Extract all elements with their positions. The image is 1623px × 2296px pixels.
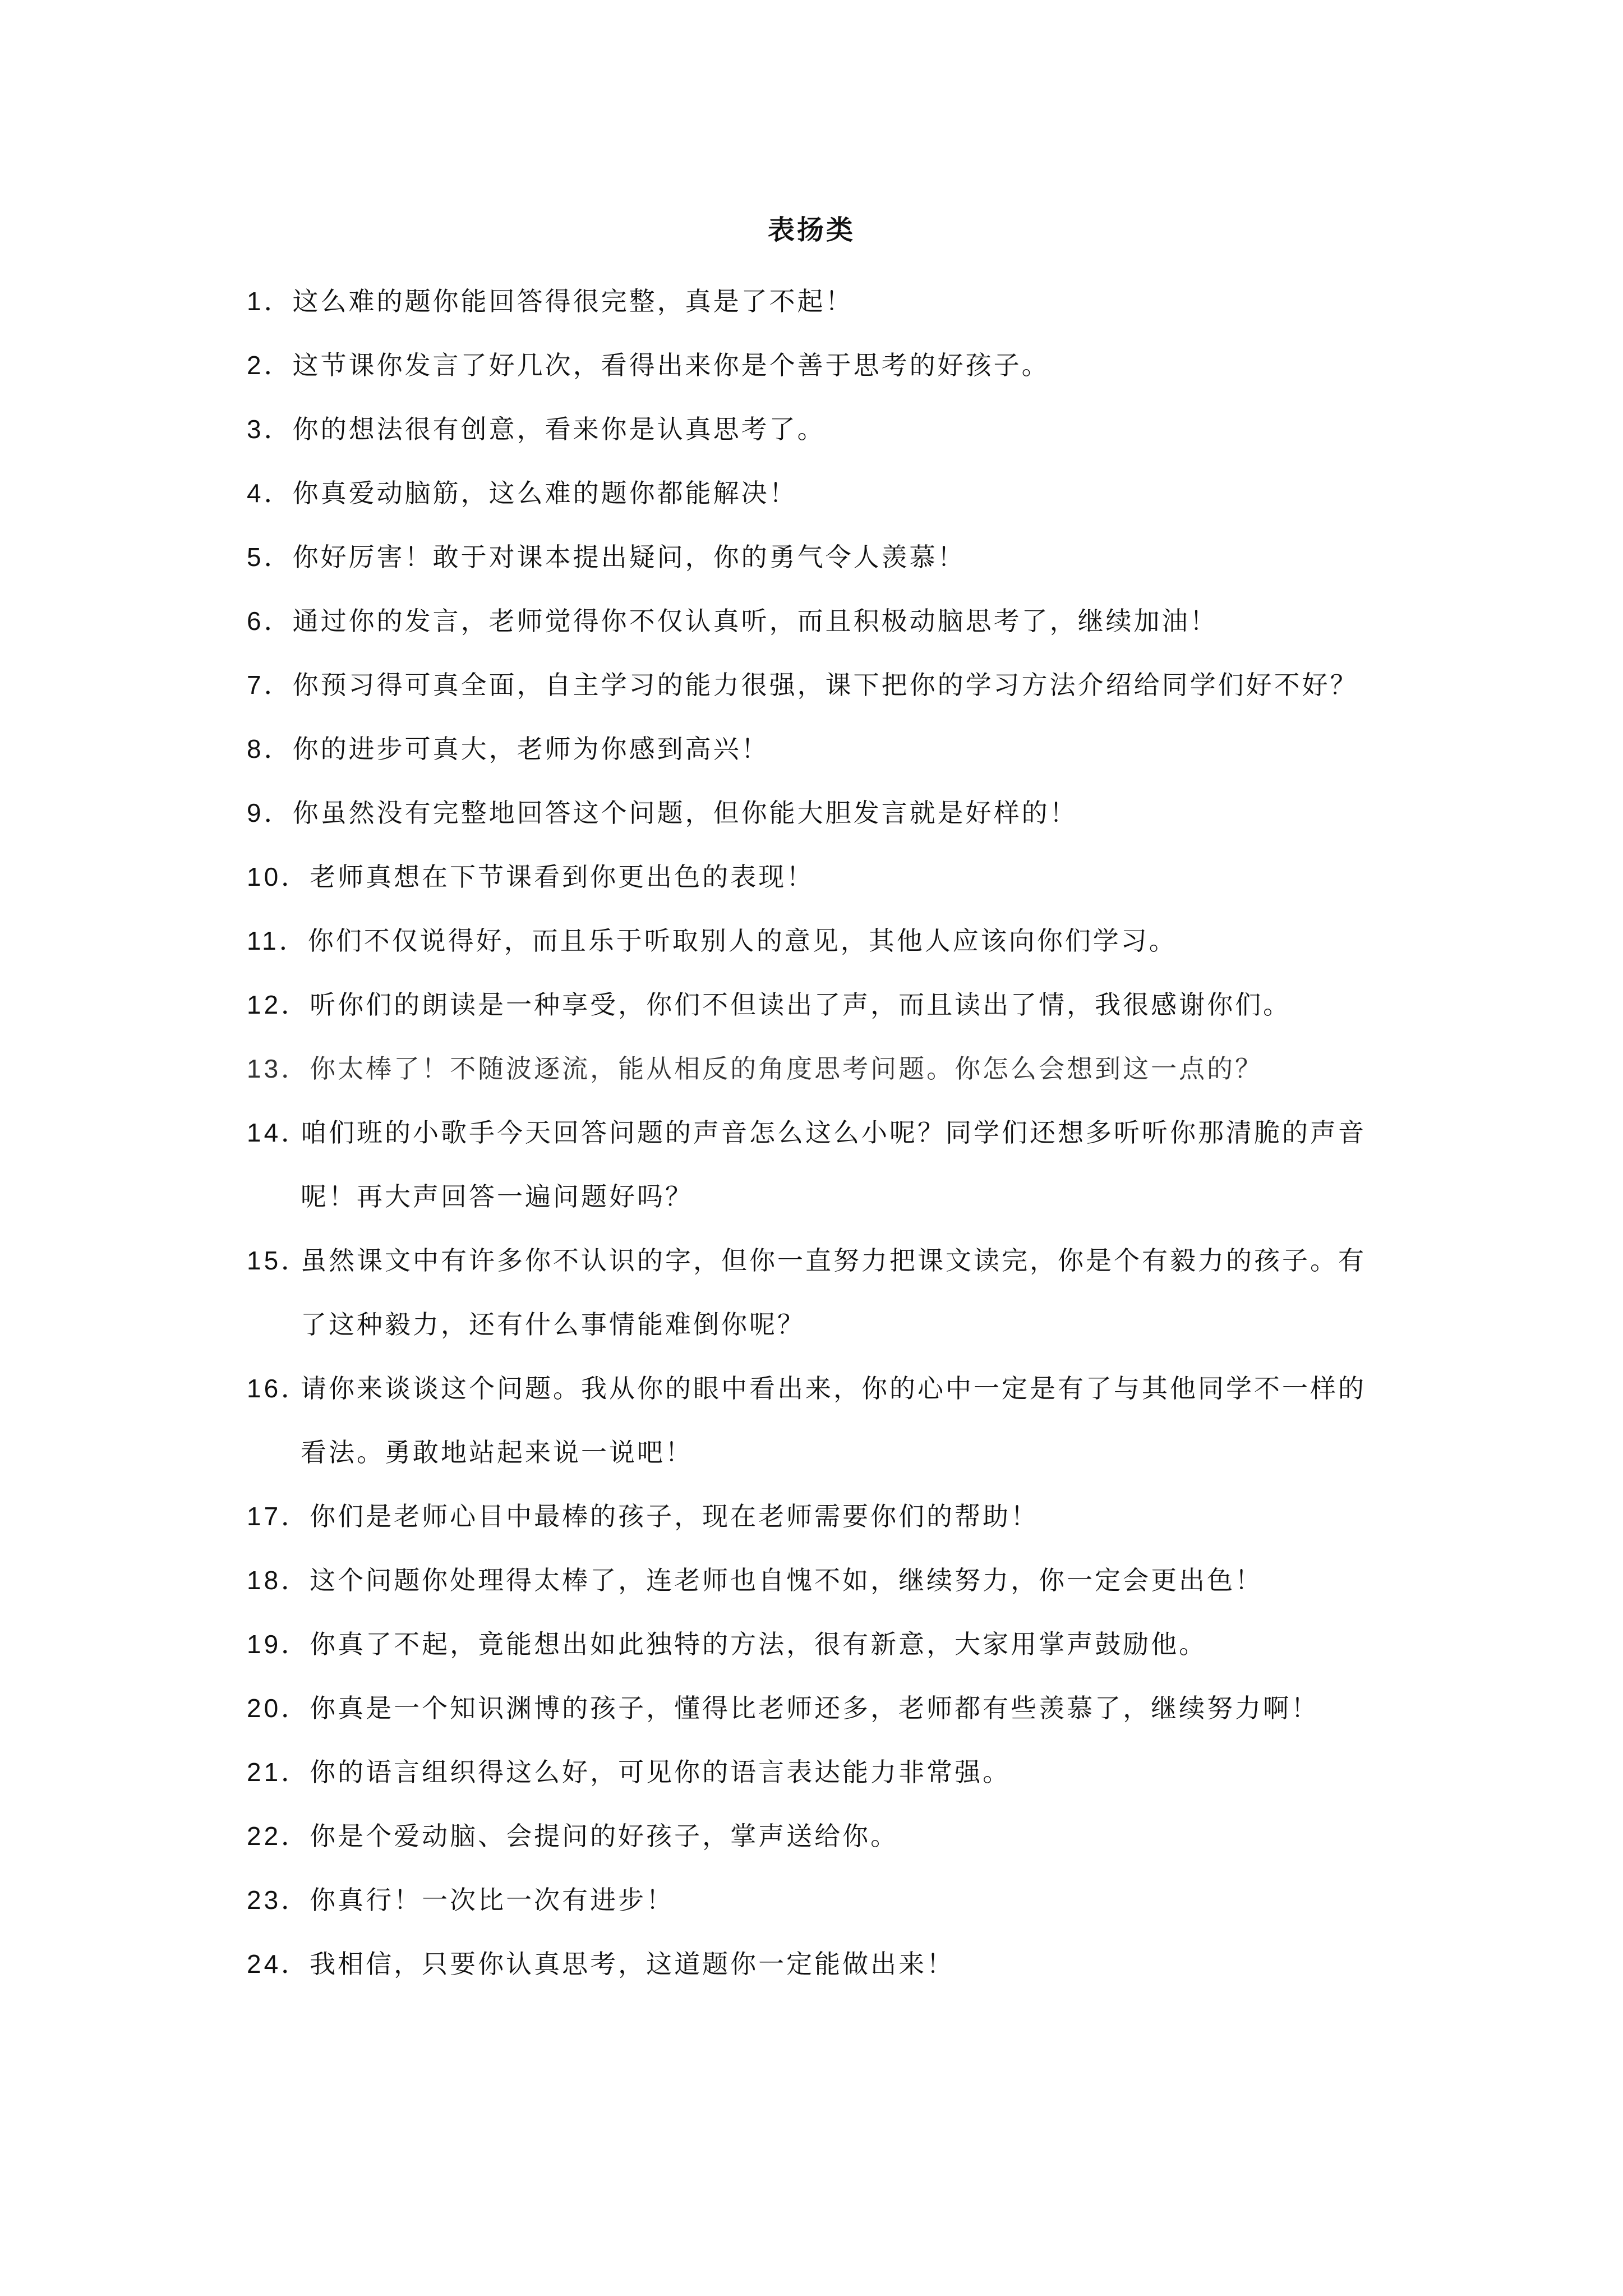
item-text: 你真爱动脑筋，这么难的题你都能解决！: [292, 478, 797, 508]
item-text: 这么难的题你能回答得很完整，真是了不起！: [292, 286, 854, 316]
item-number: 18．: [247, 1566, 310, 1595]
list-item: [247, 525, 1391, 589]
item-text: 咱们班的小歌手今天回答问题的声音怎么这么小呢？同学们还想多听听你那清脆的声音呢！再大声回答一遍问题好吗？: [301, 1117, 1366, 1212]
list-item: [247, 781, 1391, 845]
list-item: [247, 845, 1391, 909]
item-text: 请你来谈谈这个问题。我从你的眼中看出来，你的心中一定是有了与其他同学不一样的看法。勇敢地站起来说一说吧！: [301, 1373, 1366, 1467]
list-item: [247, 1037, 1391, 1101]
item-text: 老师真想在下节课看到你更出色的表现！: [310, 862, 815, 892]
item-number: 21．: [247, 1757, 310, 1787]
item-text: 你好厉害！敢于对课本提出疑问，你的勇气令人羡慕！: [292, 542, 966, 572]
list-item: [247, 1356, 1391, 1484]
item-number: 3．: [247, 415, 293, 444]
item-number: 16．: [247, 1374, 310, 1403]
item-text: 你太棒了！不随波逐流，能从相反的角度思考问题。你怎么会想到这一点的？: [310, 1053, 1264, 1084]
item-number: 5．: [247, 542, 293, 572]
list-item: [247, 1548, 1391, 1612]
item-number: 22．: [247, 1821, 310, 1851]
item-text: 你的语言组织得这么好，可见你的语言表达能力非常强。: [310, 1757, 1011, 1787]
list-item: [247, 717, 1391, 781]
item-text: 你们不仅说得好，而且乐于听取别人的意见，其他人应该向你们学习。: [307, 926, 1177, 956]
item-text: 你真行！一次比一次有进步！: [310, 1885, 675, 1915]
page-title: 表扬类: [767, 214, 855, 246]
item-number: 6．: [247, 606, 293, 636]
list-item: [247, 1740, 1391, 1804]
item-number: 8．: [247, 734, 293, 763]
list-item: [247, 397, 1391, 461]
item-number: 14．: [247, 1118, 310, 1147]
list-item: [247, 1484, 1391, 1548]
item-text: 听你们的朗读是一种享受，你们不但读出了声，而且读出了情，我很感谢你们。: [310, 990, 1292, 1020]
item-number: 2．: [247, 351, 293, 380]
list-item: [247, 909, 1391, 973]
item-text: 你们是老师心目中最棒的孩子，现在老师需要你们的帮助！: [310, 1501, 1039, 1531]
item-text: 你的想法很有创意，看来你是认真思考了。: [292, 414, 826, 444]
list-item: [247, 653, 1391, 717]
item-text: 这个问题你处理得太棒了，连老师也自愧不如，继续努力，你一定会更出色！: [310, 1565, 1264, 1595]
item-number: 17．: [247, 1502, 310, 1531]
item-text: 你是个爱动脑、会提问的好孩子，掌声送给你。: [310, 1821, 899, 1851]
list-item: [247, 1228, 1391, 1356]
item-number: 4．: [247, 478, 293, 508]
item-text: 你预习得可真全面，自主学习的能力很强，课下把你的学习方法介绍给同学们好不好？: [292, 670, 1358, 700]
item-number: 15．: [247, 1246, 310, 1275]
list-item: [247, 589, 1391, 653]
item-text: 这节课你发言了好几次，看得出来你是个善于思考的好孩子。: [292, 350, 1050, 380]
item-text: 你真是一个知识渊博的孩子，懂得比老师还多，老师都有些羡慕了，继续努力啊！: [310, 1693, 1320, 1723]
list-item: [247, 269, 1391, 333]
list-item: [247, 1612, 1391, 1676]
list-item: [247, 1868, 1391, 1932]
item-text: 虽然课文中有许多你不认识的字，但你一直努力把课文读完，你是个有毅力的孩子。有了这种毅力，还有什么事情能难倒你呢？: [301, 1245, 1366, 1340]
list-item: [247, 333, 1391, 397]
item-number: 10．: [247, 862, 310, 891]
list-item: [247, 1101, 1391, 1228]
list-item: [247, 973, 1391, 1037]
item-number: 13．: [247, 1054, 310, 1083]
item-number: 20．: [247, 1694, 310, 1723]
item-number: 12．: [247, 990, 310, 1019]
item-number: 9．: [247, 798, 293, 827]
item-text: 你的进步可真大，老师为你感到高兴！: [292, 734, 769, 764]
item-text: 你真了不起，竟能想出如此独特的方法，很有新意，大家用掌声鼓励他。: [310, 1629, 1207, 1659]
item-number: 23．: [247, 1885, 310, 1915]
item-text: 你虽然没有完整地回答这个问题，但你能大胆发言就是好样的！: [292, 798, 1078, 828]
item-text: 我相信，只要你认真思考，这道题你一定能做出来！: [310, 1949, 955, 1979]
list-item: [247, 1804, 1391, 1868]
item-number: 11．: [247, 926, 308, 955]
item-text: 通过你的发言，老师觉得你不仅认真听，而且积极动脑思考了，继续加油！: [292, 606, 1218, 636]
item-number: 7．: [247, 670, 293, 700]
list-item: [247, 461, 1391, 525]
list-item: [247, 1932, 1391, 1996]
item-number: 1．: [247, 287, 293, 316]
praise-list: [247, 269, 1391, 1996]
item-number: 19．: [247, 1630, 310, 1659]
list-item: [247, 1676, 1391, 1740]
item-number: 24．: [247, 1949, 310, 1978]
